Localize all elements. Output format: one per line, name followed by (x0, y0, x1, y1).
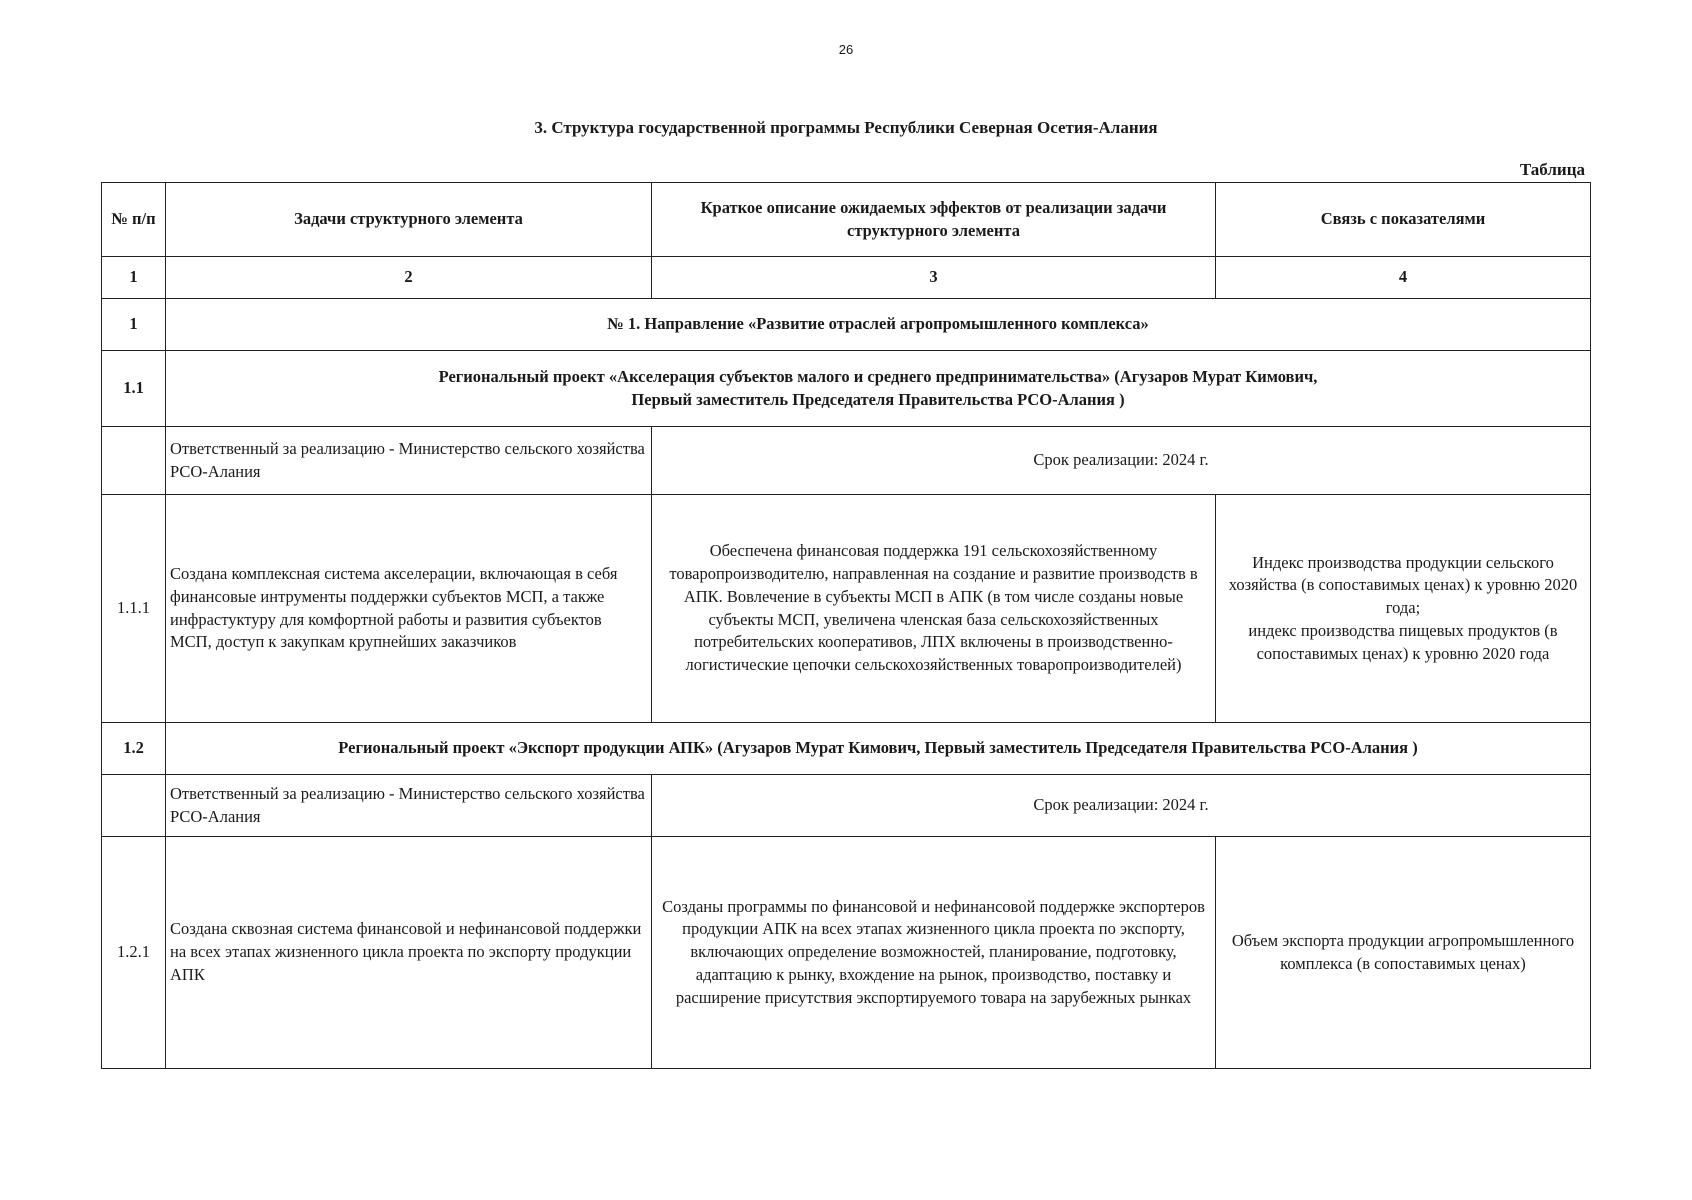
term-text: Срок реализации: 2024 г. (652, 427, 1591, 495)
project-row (102, 351, 1591, 427)
column-number: 4 (1216, 257, 1591, 299)
task-effects: Созданы программы по финансовой и нефинансовой поддержке экспортеров продукции АПК на всех этапах жизненного цикла проекта по экспорту, включающих определение возможностей, планирование, подготовку, адаптацию к рынку, вхождение на рынок, производство, поставку и расширение присутствия экспортируемого товара на зарубежных рынках (652, 837, 1216, 1069)
header-effects: Краткое описание ожидаемых эффектов от реализации задачи структурного элемента (652, 183, 1216, 257)
responsible-text: Ответственный за реализацию - Министерство сельского хозяйства РСО-Алания (166, 427, 652, 495)
indicator-text: Объем экспорта продукции агропромышленного комплекса (в сопоставимых ценах) (1231, 930, 1575, 973)
task-description: Создана комплексная система акселерации, включающая в себя финансовые интрументы поддержки субъектов МСП, а также инфрастуктуру для комфортной работы и развития субъектов МСП, доступ к закупкам крупнейших заказчиков (166, 495, 652, 723)
project-title-line: Региональный проект «Акселерация субъектов малого и среднего предпринимательства» (Агузаров Мурат Кимович, (438, 366, 1318, 386)
column-numbers-row (102, 257, 1591, 299)
responsible-row (102, 427, 1591, 495)
header-row (102, 183, 1591, 257)
task-effects: Обеспечена финансовая поддержка 191 сельскохозяйственному товаропроизводителю, направленная на создание и развитие производств в АПК. Вовлечение в субъекты МСП в АПК (в том числе созданы новые субъекты МСП, увеличена членская база сельскохозяйственных потребительских кооперативов, ЛПХ включены в производственно-логистические цепочки сельскохозяйственных товаропроизводителей) (652, 495, 1216, 723)
task-num: 1.1.1 (102, 495, 166, 723)
indicator-text: Индекс производства продукции сельского хозяйства (в сопоставимых ценах) к уровню 2020 года; (1228, 552, 1578, 618)
task-num: 1.2.1 (102, 837, 166, 1069)
header-tasks: Задачи структурного элемента (166, 183, 652, 257)
responsible-text: Ответственный за реализацию - Министерство сельского хозяйства РСО-Алания (166, 775, 652, 837)
task-row (102, 837, 1591, 1069)
column-number: 2 (166, 257, 652, 299)
task-indicators (1216, 837, 1591, 1069)
header-num: № п/п (102, 183, 166, 257)
project-num: 1.2 (102, 723, 166, 775)
task-row (102, 495, 1591, 723)
structure-table (101, 182, 1591, 1069)
header-indicators: Связь с показателями (1216, 183, 1591, 257)
responsible-row (102, 775, 1591, 837)
column-number: 1 (102, 257, 166, 299)
project-title (166, 351, 1591, 427)
task-description: Создана сквозная система финансовой и нефинансовой поддержки на всех этапах жизненного цикла проекта по экспорту продукции АПК (166, 837, 652, 1069)
project-row (102, 723, 1591, 775)
indicator-text: индекс производства пищевых продуктов (в сопоставимых ценах) к уровню 2020 года (1248, 620, 1558, 663)
table-label: Таблица (1519, 160, 1585, 179)
project-title: Региональный проект «Экспорт продукции АПК» (Агузаров Мурат Кимович, Первый заместитель Председателя Правительства РСО-Алания ) (166, 723, 1591, 775)
direction-title: № 1. Направление «Развитие отраслей агропромышленного комплекса» (166, 299, 1591, 351)
page-title: 3. Структура государственной программы Республики Северная Осетия-Алания (534, 118, 1158, 137)
direction-num: 1 (102, 299, 166, 351)
direction-row (102, 299, 1591, 351)
project-num: 1.1 (102, 351, 166, 427)
project-title-line: Первый заместитель Председателя Правительства РСО-Алания ) (631, 389, 1125, 409)
page-number: 26 (838, 42, 854, 57)
task-indicators (1216, 495, 1591, 723)
term-text: Срок реализации: 2024 г. (652, 775, 1591, 837)
column-number: 3 (652, 257, 1216, 299)
